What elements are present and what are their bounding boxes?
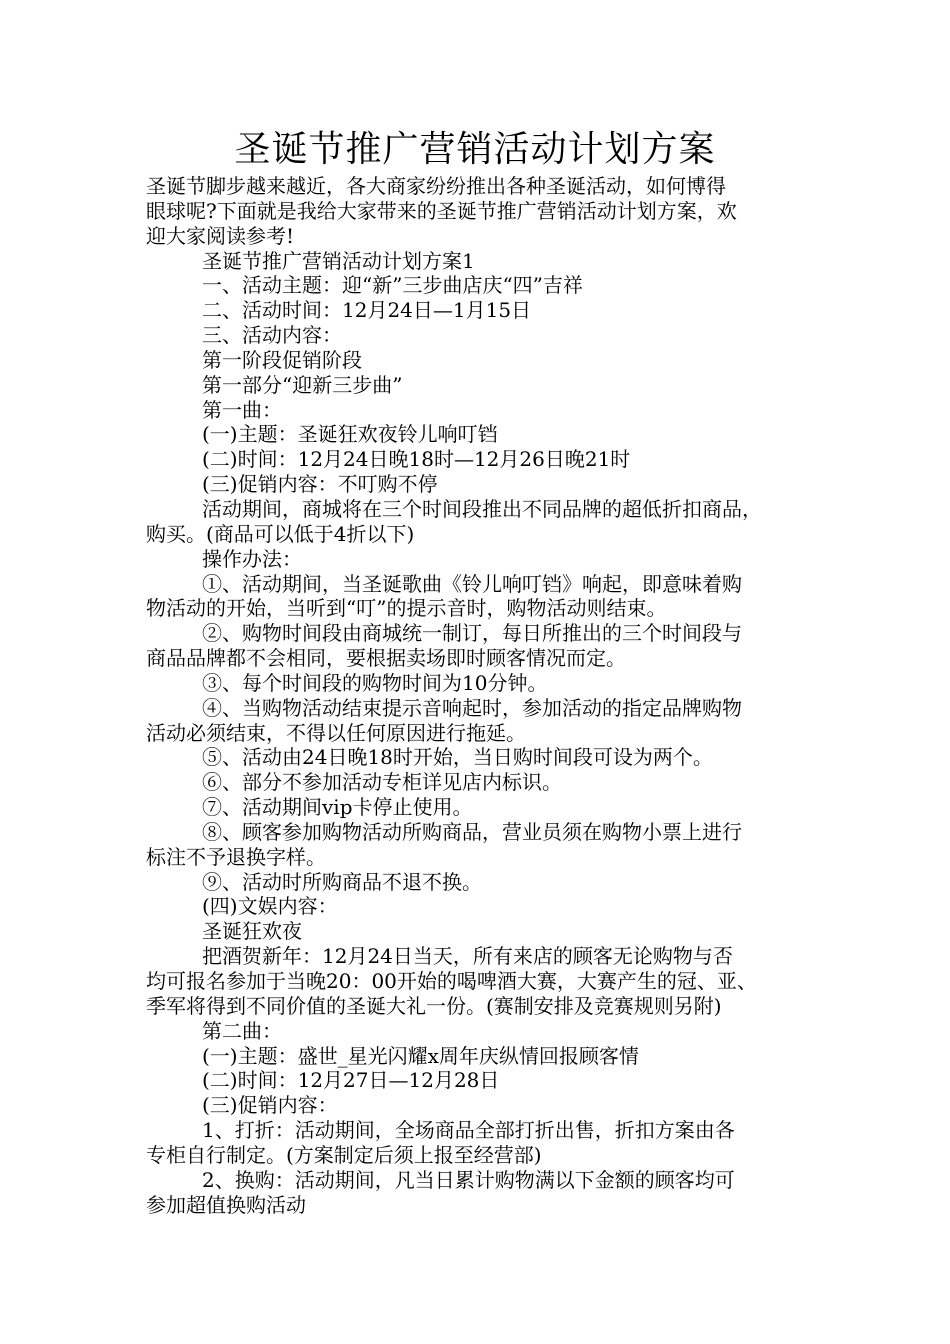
text-line: ⑧、顾客参加购物活动所购商品，营业员须在购物小票上进行 xyxy=(202,819,742,844)
text-line: 圣诞狂欢夜 xyxy=(202,919,302,944)
text-line: 1、打折：活动期间，全场商品全部打折出售，折扣方案由各 xyxy=(202,1118,735,1143)
text-line: 活动必须结束，不得以任何原因进行拖延。 xyxy=(146,720,526,745)
text-line: ②、购物时间段由商城统一制订，每日所推出的三个时间段与 xyxy=(202,621,742,646)
text-line: 一、活动主题：迎“新”三步曲店庆“四”吉祥 xyxy=(202,273,583,298)
text-line: ⑤、活动由24日晚18时开始，当日购时间段可设为两个。 xyxy=(202,745,713,770)
text-line: 第一阶段促销阶段 xyxy=(202,347,362,372)
text-line: 2、换购：活动期间，凡当日累计购物满以下金额的顾客均可 xyxy=(202,1167,735,1192)
text-line: 季军将得到不同价值的圣诞大礼一份。(赛制安排及竞赛规则另附) xyxy=(146,993,722,1018)
text-line: (二)时间：12月24日晚18时—12月26日晚21时 xyxy=(202,447,631,472)
text-line: 操作办法： xyxy=(202,546,302,571)
text-line: 均可报名参加于当晚20：00开始的喝啤酒大赛，大赛产生的冠、亚、 xyxy=(146,969,757,993)
text-line: (四)文娱内容： xyxy=(202,894,338,919)
text-line: ⑨、活动时所购商品不退不换。 xyxy=(202,869,482,894)
text-line: 商品品牌都不会相同，要根据卖场即时顾客情况而定。 xyxy=(146,646,626,671)
text-line: 眼球呢?下面就是我给大家带来的圣诞节推广营销活动计划方案，欢 xyxy=(146,198,737,223)
text-line: 圣诞节脚步越来越近，各大商家纷纷推出各种圣诞活动，如何博得 xyxy=(146,174,726,198)
text-line: ④、当购物活动结束提示音响起时，参加活动的指定品牌购物 xyxy=(202,695,742,720)
text-line: 迎大家阅读参考! xyxy=(146,223,295,248)
text-line: 标注不予退换字样。 xyxy=(146,844,326,869)
document-title: 圣诞节推广营销活动计划方案 xyxy=(234,129,716,170)
text-line: 圣诞节推广营销活动计划方案1 xyxy=(202,248,475,273)
text-line: ③、每个时间段的购物时间为10分钟。 xyxy=(202,670,548,695)
text-line: 第一曲： xyxy=(202,397,282,422)
text-line: (一)主题：圣诞狂欢夜铃儿响叮铛 xyxy=(202,422,498,447)
text-line: (三)促销内容：不叮购不停 xyxy=(202,472,438,497)
text-line: 专柜自行制定。(方案制定后须上报至经营部) xyxy=(146,1142,542,1167)
text-line: ⑦、活动期间vip卡停止使用。 xyxy=(202,795,473,820)
text-line: 把酒贺新年：12月24日当天，所有来店的顾客无论购物与否 xyxy=(202,944,733,969)
text-line: 购买。(商品可以低于4折以下) xyxy=(146,521,415,546)
document-body xyxy=(146,174,828,1217)
text-line: ①、活动期间，当圣诞歌曲《铃儿响叮铛》响起，即意味着购 xyxy=(202,571,742,596)
text-line: 参加超值换购活动 xyxy=(146,1192,306,1217)
text-line: 二、活动时间：12月24日—1月15日 xyxy=(202,298,532,323)
text-line: (三)促销内容： xyxy=(202,1093,338,1118)
text-line: (一)主题：盛世_星光闪耀x周年庆纵情回报顾客情 xyxy=(202,1043,639,1068)
text-line: 第二曲： xyxy=(202,1018,282,1043)
text-line: ⑥、部分不参加活动专柜详见店内标识。 xyxy=(202,770,562,795)
text-line: 三、活动内容： xyxy=(202,323,342,348)
text-line: 第一部分“迎新三步曲” xyxy=(202,372,403,397)
text-line: 活动期间，商城将在三个时间段推出不同品牌的超低折扣商品， xyxy=(202,496,762,521)
text-line: (二)时间：12月27日—12月28日 xyxy=(202,1068,500,1093)
text-line: 物活动的开始，当听到“叮”的提示音时，购物活动则结束。 xyxy=(146,596,667,621)
